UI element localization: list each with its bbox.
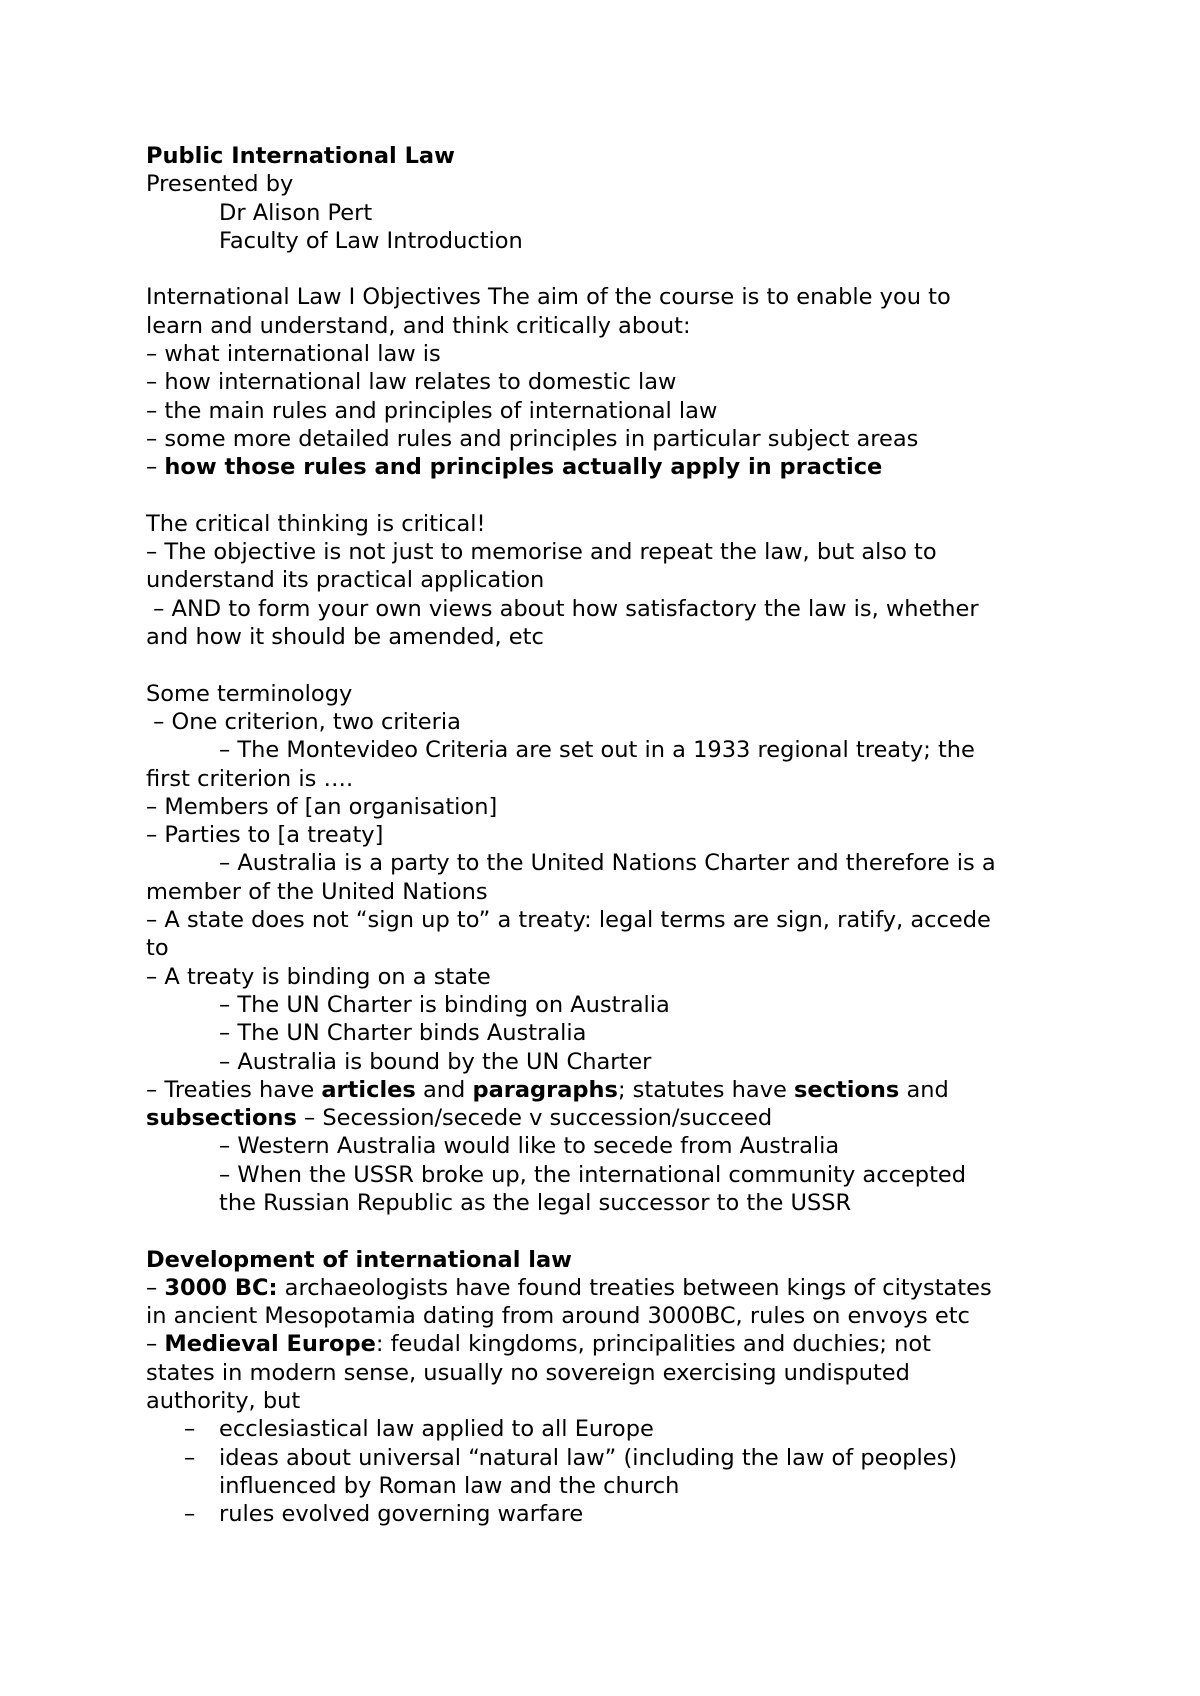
terminology-line: – Australia is bound by the UN Charter [219, 1048, 652, 1075]
development-line: – Medieval Europe: feudal kingdoms, principalities and duchies; not [146, 1331, 931, 1358]
presented-by: Presented by [146, 171, 294, 198]
terminology-line: – Australia is a party to the United Nations Charter and therefore is a [219, 850, 996, 877]
terminology-line: – A treaty is binding on a state [146, 963, 491, 990]
list-item-continuation: influenced by Roman law and the church [219, 1472, 680, 1499]
critical-line: understand its practical application [146, 567, 545, 594]
list-item: – rules evolved governing warfare [184, 1501, 584, 1528]
terminology-line: – A state does not “sign up to” a treaty: legal terms are sign, ratify, accede [146, 907, 991, 934]
terminology-line: member of the United Nations [146, 878, 488, 905]
terminology-line: – Western Australia would like to secede from Australia [219, 1133, 840, 1160]
terminology-line: – Parties to [a treaty] [146, 822, 384, 849]
terminology-heading: Some terminology [146, 680, 353, 707]
blank-line [146, 255, 1086, 283]
terminology-line: first criterion is …. [146, 765, 354, 792]
terminology-line: – The Montevideo Criteria are set out in a 1933 regional treaty; the [219, 737, 975, 764]
terminology-line: – Members of [an organisation] [146, 793, 498, 820]
list-dash: – [184, 1444, 196, 1471]
objective-item-bold: – how those rules and principles actually apply in practice [146, 454, 883, 481]
list-item: – ecclesiastical law applied to all Europe [184, 1416, 654, 1443]
critical-line: and how it should be amended, etc [146, 624, 544, 651]
blank-line [146, 1217, 1086, 1245]
terminology-line: – One criterion, two criteria [146, 708, 461, 735]
critical-heading: The critical thinking is critical! [146, 510, 486, 537]
list-item: – ideas about universal “natural law” (including the law of peoples) [184, 1444, 958, 1471]
terminology-line: to [146, 935, 169, 962]
document-body [146, 142, 1086, 1529]
critical-line: – AND to form your own views about how satisfactory the law is, whether [146, 595, 979, 622]
development-line: – 3000 BC: archaeologists have found treaties between kings of citystates [146, 1274, 992, 1301]
faculty-line: Faculty of Law Introduction [219, 227, 523, 254]
terminology-line: – When the USSR broke up, the international community accepted [219, 1161, 967, 1188]
blank-line [146, 482, 1086, 510]
list-dash: – [184, 1416, 196, 1443]
critical-line: – The objective is not just to memorise and repeat the law, but also to [146, 539, 937, 566]
terminology-line: – The UN Charter binds Australia [219, 1020, 587, 1047]
development-line: authority, but [146, 1388, 301, 1415]
terminology-line: – Treaties have articles and paragraphs; statutes have sections and [146, 1076, 949, 1103]
terminology-line: subsections – Secession/secede v succession/succeed [146, 1105, 773, 1132]
objective-item: – some more detailed rules and principles in particular subject areas [146, 425, 919, 452]
presenter-name: Dr Alison Pert [219, 199, 373, 226]
objective-item: – what international law is [146, 341, 441, 368]
objective-item: – how international law relates to domestic law [146, 369, 677, 396]
terminology-line: the Russian Republic as the legal successor to the USSR [219, 1189, 852, 1216]
terminology-line: – The UN Charter is binding on Australia [219, 991, 670, 1018]
objective-item: – the main rules and principles of international law [146, 397, 718, 424]
objectives-line: International Law I Objectives The aim of the course is to enable you to [146, 284, 951, 311]
development-line: in ancient Mesopotamia dating from around 3000BC, rules on envoys etc [146, 1303, 970, 1330]
list-dash: – [184, 1501, 196, 1528]
document-title: Public International Law [146, 143, 455, 169]
blank-line [146, 651, 1086, 679]
objectives-line: learn and understand, and think critically about: [146, 312, 691, 339]
development-heading: Development of international law [146, 1246, 572, 1273]
development-line: states in modern sense, usually no sovereign exercising undisputed [146, 1359, 910, 1386]
